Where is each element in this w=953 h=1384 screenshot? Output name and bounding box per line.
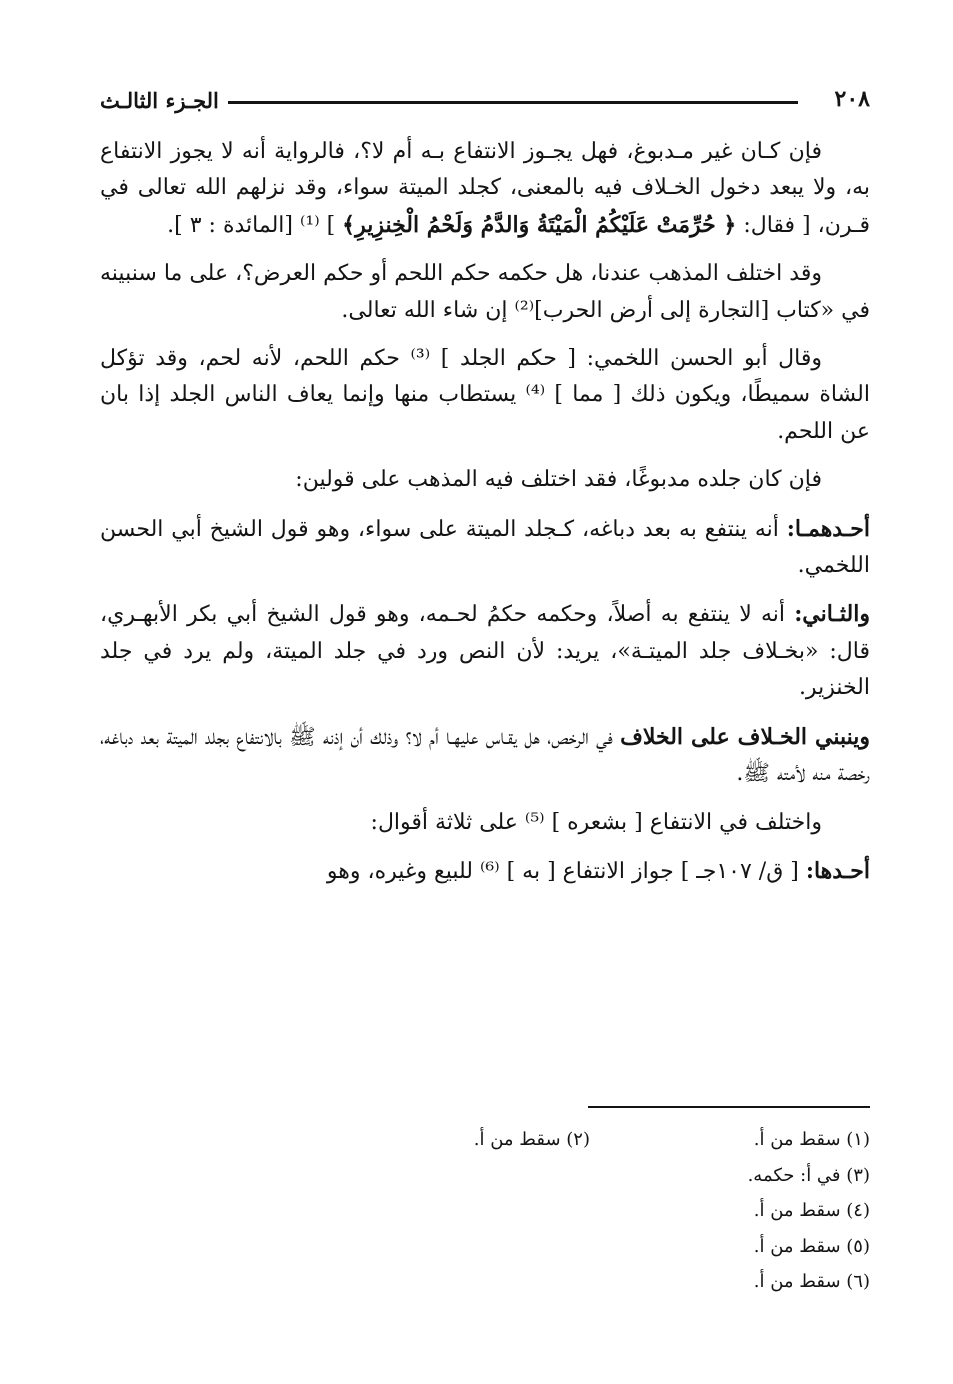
paragraph-text: في الرخص، هل يقـاس عليهـا أم لا؟ وذلك أن إذنه ﷺ بالانتفاع بجلد الميتة بعد دباغه، رخصة منه لأمته ﷺ.: [100, 724, 870, 787]
paragraph-text-after: ] ⁽¹⁾ [المائدة : ٣ ].: [167, 212, 336, 238]
paragraph-lead: والثـاني:: [794, 601, 870, 628]
paragraph-text: [ ق/ ١٠٧جـ ] جواز الانتفاع [ به ] ⁽⁶⁾ للبيع وغيره، وهو: [326, 858, 806, 884]
volume-title: الجـزء الثالـث: [100, 88, 219, 113]
footnote-row: [310, 1122, 870, 1158]
footnote-row: [310, 1193, 870, 1229]
paragraph-text: وقد اختلف المذهب عندنا، هل حكمه حكم اللحم أو حكم العرض؟، على ما سنبينه في «كتاب [التجارة إلى أرض الحرب]⁽²⁾ إن شاء الله تعالى.: [100, 261, 870, 323]
paragraph: [100, 511, 870, 585]
footnote-separator: [588, 1106, 870, 1108]
paragraph: [100, 719, 870, 793]
paragraph: [100, 596, 870, 706]
footnote-row: [310, 1229, 870, 1265]
paragraph: [100, 805, 870, 841]
paragraph-text: فإن كان جلده مدبوغًا، فقد اختلف فيه المذهب على قولين:: [295, 467, 822, 493]
paragraph: [100, 256, 870, 329]
footnotes: [310, 1122, 870, 1300]
paragraph: [100, 853, 870, 890]
running-header: [100, 84, 870, 124]
footnote: (٥) سقط من أ.: [753, 1235, 870, 1257]
paragraph-lead: وينبني الخـلاف على الخلاف: [620, 723, 870, 750]
header-rule: [228, 101, 798, 104]
paragraph: [100, 462, 870, 498]
footnote: (٤) سقط من أ.: [753, 1200, 870, 1221]
footnote: (١) سقط من أ.: [753, 1129, 870, 1150]
paragraph-text: فإن كـان غير مـدبوغ، فهل يجـوز الانتفاع بـه أم لا؟، فالرواية أنه لا يجوز الانتفاع به، ولا يبعد دخول الخـلاف فيه بالمعنى، كجلد الميتة سواء، وقد نزلهم الله تعالى في قـرن، [ فقال:: [100, 139, 870, 238]
paragraph-lead: أحـدها:: [805, 857, 870, 884]
quran-verse: ﴿ حُرِّمَتْ عَلَيْكُمُ الْمَيْتَةُ وَالدَّمُ وَلَحْمُ الْخِنزِيرِ﴾: [342, 211, 737, 238]
footnote: (٣) في أ: حكمه.: [747, 1164, 870, 1186]
footnote-row: [310, 1264, 870, 1300]
paragraph-text: أنه ينتفع به بعد دباغه، كـجلد الميتة على سواء، وهو قول الشيخ أبي الحسن اللخمي.: [100, 516, 870, 579]
paragraph: [100, 134, 870, 244]
page-number: ٢٠٨: [834, 86, 870, 112]
paragraph-text: واختلف في الانتفاع [ بشعره ] ⁽⁵⁾ على ثلاثة أقوال:: [370, 809, 822, 835]
footnote: (٢) سقط من أ.: [473, 1129, 590, 1150]
main-text: [100, 134, 870, 890]
footnote-row: [310, 1158, 870, 1194]
footnote: (٦) سقط من أ.: [753, 1271, 870, 1292]
paragraph-text: أنه لا ينتفع به أصلاً، وحكمه حكمُ لحـمه، وهو قول الشيخ أبي بكر الأبهـري، قال: «بخـلاف جلد الميتـة»، يريد: لأن النص ورد في جلد الميتة، ولم يرد في جلد الخنزير.: [100, 602, 870, 701]
paragraph-lead: أحـدهمـا:: [786, 515, 870, 542]
paragraph-text: وقال أبو الحسن اللخمي: [ حكم الجلد ] ⁽³⁾ حكم اللحم، لأنه لحم، وقد تؤكل الشاة سميطًا، ويكون ذلك [ مما ] ⁽⁴⁾ يستطاب منها وإنما يعاف الناس الجلد إذا بان عن اللحم.: [100, 346, 870, 444]
paragraph: [100, 341, 870, 450]
